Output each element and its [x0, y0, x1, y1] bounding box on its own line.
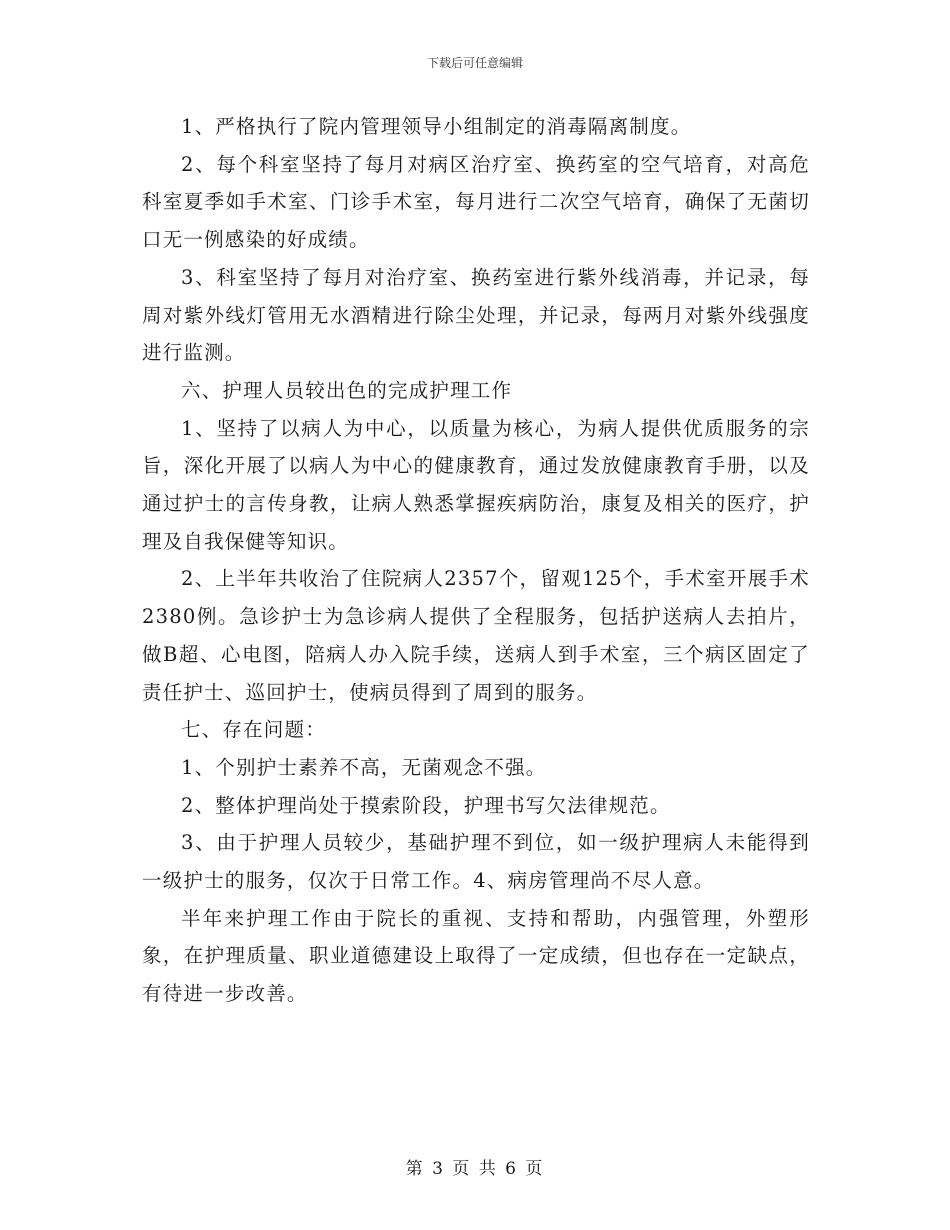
paragraph-problem-2: 2、整体护理尚处于摸索阶段，护理书写欠法律规范。	[181, 793, 671, 817]
header-note: 下载后可任意编辑	[426, 56, 523, 70]
paragraph-uv-disinfection: 3、科室坚持了每月对治疗室、换药室进行紫外线消毒，并记录，每周对紫外线灯管用无水酒精进行除尘处理，并记录，每两月对紫外线强度进行监测。	[142, 265, 810, 365]
paragraph-statistics: 2、上半年共收治了住院病人2357个，留观125个，手术室开展手术2380例。急诊护士为急诊病人提供了全程服务，包括护送病人去拍片，做B超、心电图，陪病人办入院手续，送病人到手术室，三个病区固定了责任护士、巡回护士，使病员得到了周到的服务。	[142, 567, 810, 704]
section-heading-six: 六、护理人员较出色的完成护理工作	[181, 378, 513, 402]
paragraph-problem-3-4: 3、由于护理人员较少，基础护理不到位，如一级护理病人未能得到一级护士的服务，仅次于日常工作。4、病房管理尚不尽人意。	[142, 831, 810, 893]
paragraph-problem-1: 1、个别护士素养不高，无菌观念不强。	[181, 755, 547, 779]
paragraph-disinfection-rule: 1、严格执行了院内管理领导小组制定的消毒隔离制度。	[181, 115, 692, 138]
paragraph-air-culture: 2、每个科室坚持了每月对病区治疗室、换药室的空气培育，对高危科室夏季如手术室、门诊手术室，每月进行二次空气培育，确保了无菌切口无一例感染的好成绩。	[142, 152, 810, 252]
paragraph-patient-centered: 1、坚持了以病人为中心，以质量为核心，为病人提供优质服务的宗旨，深化开展了以病人为中心的健康教育，通过发放健康教育手册，以及通过护士的言传身教，让病人熟悉掌握疾病防治，康复及相关的医疗，护理及自我保健等知识。	[142, 416, 810, 553]
paragraph-summary: 半年来护理工作由于院长的重视、支持和帮助，内强管理，外塑形象，在护理质量、职业道德建设上取得了一定成绩，但也存在一定缺点，有待进一步改善。	[142, 906, 810, 1006]
document-body	[142, 108, 810, 1013]
page-number: 第 3 页 共 6 页	[405, 1159, 545, 1179]
section-heading-seven: 七、存在问题：	[181, 718, 326, 742]
